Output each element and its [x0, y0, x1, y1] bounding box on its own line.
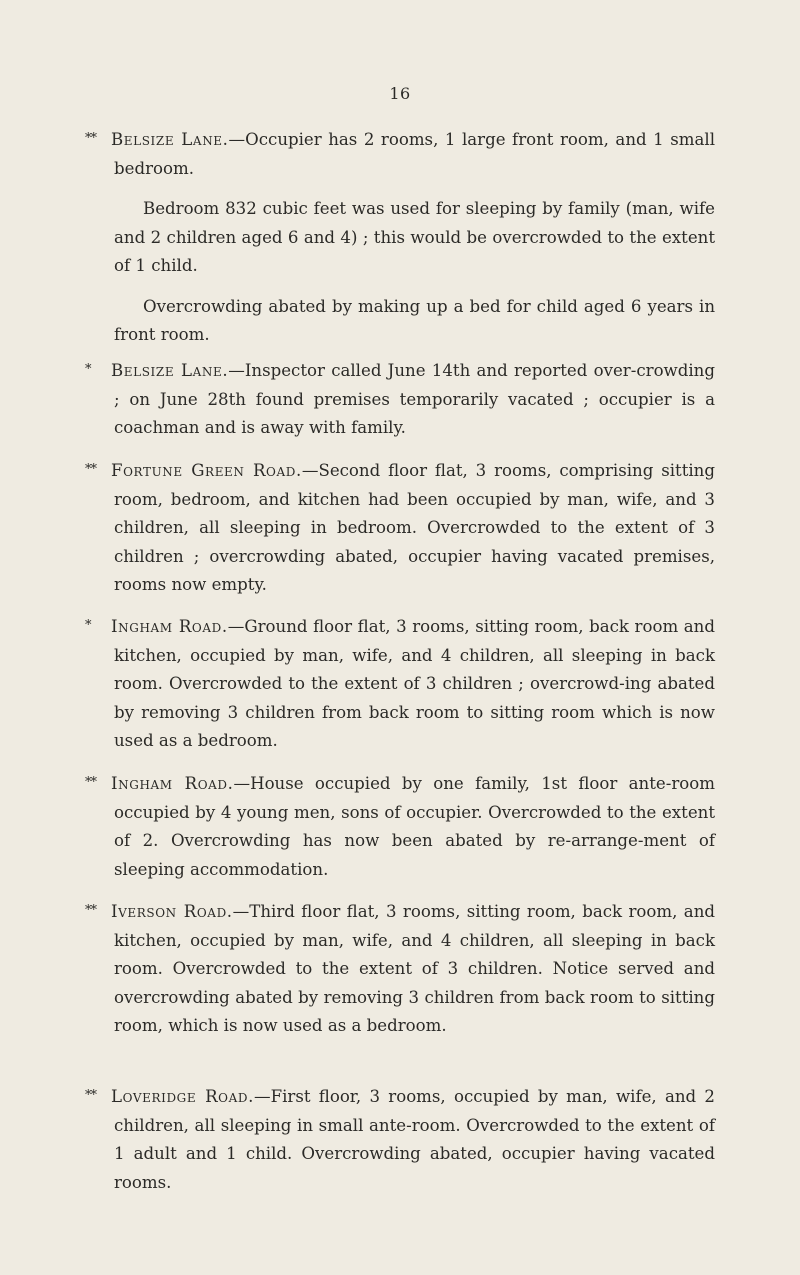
entry-place: Belsize Lane.	[111, 361, 229, 380]
entry-mark: **	[85, 462, 96, 477]
entry-text: —Occupier has 2 rooms, 1 large front room, and 1 small bedroom.	[114, 130, 716, 178]
entry-text: —First floor, 3 rooms, occupied by man, wife, and 2 children, all sleeping in small ante-room. Overcrowded to the extent of 1 adult and 1 child. Overcrowding abated, occupier having vacated rooms.	[114, 1087, 715, 1192]
entry-place: Fortune Green Road.	[111, 461, 302, 480]
entry-ingham-road-2	[85, 769, 715, 884]
entry-belsize-lane-1	[85, 125, 715, 350]
entry-place: Ingham Road.	[111, 774, 234, 793]
entry-fortune-green-road	[85, 456, 715, 600]
entry-place: Belsize Lane.	[111, 130, 229, 149]
entry-paragraph: Bedroom 832 cubic feet was used for sleeping by family (man, wife and 2 children aged 6 and 4) ; this would be overcrowded to the extent of 1 child.	[114, 199, 715, 275]
entry-mark: **	[85, 1088, 96, 1103]
entry-text: —Third floor flat, 3 rooms, sitting room, back room, and kitchen, occupied by man, wife, and 4 children, all sleeping in back room. Overcrowded to the extent of 3 children. Notice served and overcrowding abated by removing 3 children from back room to sitting room, which is now used as a bedroom.	[114, 902, 716, 1035]
entry-heading-paragraph	[85, 456, 715, 600]
entry-mark: **	[85, 131, 96, 146]
entry-mark: *	[85, 618, 91, 633]
entry-heading-paragraph	[85, 769, 715, 884]
entry-heading-paragraph	[85, 897, 715, 1041]
entry-loveridge-road	[85, 1082, 715, 1197]
entry-mark: **	[85, 775, 96, 790]
entry-text: —Inspector called June 14th and reported over-crowding ; on June 28th found premises temporarily vacated ; occupier is a coachman and is away with family.	[114, 361, 715, 437]
entry-text: —Ground floor flat, 3 rooms, sitting room, back room and kitchen, occupied by man, wife, and 4 children, all sleeping in back room. Overcrowded to the extent of 3 children ; overcrowd-ing abated by removing 3 children from back room to sitting room which is now used as a bedroom.	[114, 617, 715, 750]
entry-place: Ingham Road.	[111, 617, 228, 636]
entry-text: —House occupied by one family, 1st floor ante-room occupied by 4 young men, sons of occupier. Overcrowded to the extent of 2. Overcrowding has now been abated by re-arrange-ment of sleeping accommodation.	[114, 774, 715, 879]
entry-heading-paragraph	[85, 1082, 715, 1197]
page-number: 16	[389, 84, 411, 103]
entry-text: —Second floor flat, 3 rooms, comprising sitting room, bedroom, and kitchen had been occupied by man, wife, and 3 children, all sleeping in bedroom. Overcrowded to the extent of 3 children ; overcrowding abated, occupier having vacated premises, rooms now empty.	[114, 461, 715, 594]
entry-heading-paragraph	[85, 125, 715, 183]
entry-heading-paragraph	[85, 356, 715, 443]
entry-mark: *	[85, 362, 91, 377]
entry-place: Loveridge Road.	[111, 1087, 254, 1106]
entry-belsize-lane-2	[85, 356, 715, 443]
entry-paragraph: Overcrowding abated by making up a bed for child aged 6 years in front room.	[114, 296, 715, 344]
entry-ingham-road-1	[85, 612, 715, 756]
entry-heading-paragraph	[85, 612, 715, 756]
entry-iverson-road	[85, 897, 715, 1041]
entry-place: Iverson Road.	[111, 902, 233, 921]
entry-mark: **	[85, 903, 96, 918]
